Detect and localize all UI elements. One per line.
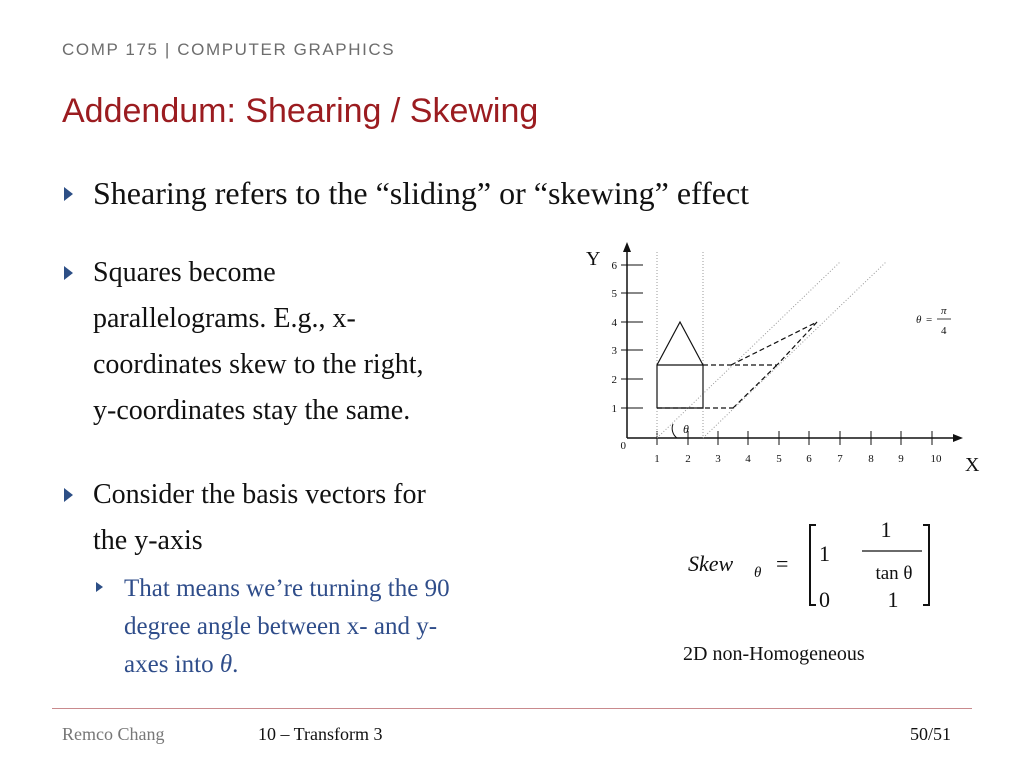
bullet-line: Shearing refers to the “sliding” or “skewing” effect: [93, 175, 750, 211]
matrix-r1c2-den: tan θ: [875, 563, 913, 584]
bullet-marker-icon: [64, 488, 73, 502]
matrix-left-bracket: [810, 525, 816, 605]
x-tick-label: 1: [654, 453, 660, 465]
matrix-r1c2-num: 1: [880, 517, 892, 542]
bullet-line: the y-axis: [93, 525, 203, 556]
theta-formula: [916, 305, 951, 337]
y-ticks: [621, 265, 643, 408]
y-tick-label: 1: [611, 403, 617, 415]
bullet-marker-icon: [64, 266, 73, 280]
x-tick-label: 3: [715, 453, 721, 465]
formula-equals: =: [926, 314, 933, 326]
y-tick-label: 2: [611, 374, 617, 386]
x-tick-label: 6: [806, 453, 812, 465]
theta-symbol: θ: [219, 651, 233, 678]
y-axis-label: Y: [586, 248, 601, 270]
course-header: COMP 175 | COMPUTER GRAPHICS: [62, 40, 396, 59]
original-square: [657, 365, 703, 408]
angle-arc: [672, 424, 677, 438]
slanted-guide: [703, 262, 886, 438]
matrix-caption: 2D non-Homogeneous: [683, 643, 865, 665]
x-tick-label: 10: [930, 453, 942, 465]
x-tick-label: 8: [868, 453, 874, 465]
x-tick-label: 5: [776, 453, 782, 465]
x-tick-label: 4: [745, 453, 751, 465]
x-tick-labels: [654, 453, 942, 465]
sub-bullet-line: That means we’re turning the 90: [124, 575, 450, 602]
matrix-r2c2: 1: [887, 587, 899, 612]
matrix-r1c1: 1: [819, 541, 830, 566]
angle-label: θ: [683, 422, 689, 436]
matrix-equals: =: [776, 551, 789, 576]
x-tick-label: 9: [898, 453, 904, 465]
bullet-line: parallelograms. E.g., x-: [93, 303, 356, 334]
y-tick-label: 3: [611, 345, 617, 357]
y-axis-arrow-icon: [623, 242, 631, 252]
x-axis-arrow-icon: [953, 434, 963, 442]
matrix-name: Skew: [688, 551, 734, 576]
matrix-subscript: θ: [754, 565, 762, 581]
matrix-r2c1: 0: [819, 587, 830, 612]
slide-title: Addendum: Shearing / Skewing: [62, 92, 539, 130]
matrix-right-bracket: [923, 525, 929, 605]
bullet-basis-vectors: [93, 472, 573, 564]
footer-lecture: 10 – Transform 3: [258, 724, 383, 744]
sheared-side: [733, 365, 777, 408]
formula-theta: θ: [916, 314, 922, 326]
bullet-parallelograms: [93, 250, 573, 434]
y-tick-labels: [612, 260, 618, 415]
bullet-line: Consider the basis vectors for: [93, 479, 426, 510]
y-tick-label: 6: [611, 260, 617, 272]
bullet-line: coordinates skew to the right,: [93, 349, 424, 380]
sheared-roof: [731, 322, 817, 365]
sub-bullet-angle: [124, 570, 574, 684]
slanted-guide: [657, 262, 840, 438]
origin-label: 0: [620, 440, 626, 452]
bullet-shearing: [93, 170, 993, 216]
x-axis-label: X: [965, 454, 980, 476]
footer-rule: [52, 708, 972, 709]
sub-bullet-line: axes into θ.: [124, 651, 239, 678]
original-roof: [657, 322, 703, 365]
shear-diagram: [585, 240, 985, 480]
bullet-marker-icon: [64, 187, 73, 201]
x-tick-label: 2: [685, 453, 691, 465]
y-tick-label: 5: [611, 288, 617, 300]
bullet-line: y-coordinates stay the same.: [93, 395, 411, 426]
y-tick-label: 4: [611, 317, 617, 329]
formula-pi: π: [941, 305, 947, 317]
formula-four: 4: [941, 325, 947, 337]
x-tick-label: 7: [837, 453, 843, 465]
footer-page-number: 50/51: [910, 724, 952, 744]
sub-bullet-line: degree angle between x- and y-: [124, 613, 438, 640]
footer-author: Remco Chang: [62, 724, 165, 744]
skew-matrix: [688, 515, 948, 615]
sub-bullet-marker-icon: [96, 582, 103, 592]
bullet-line: Squares become: [93, 257, 276, 288]
